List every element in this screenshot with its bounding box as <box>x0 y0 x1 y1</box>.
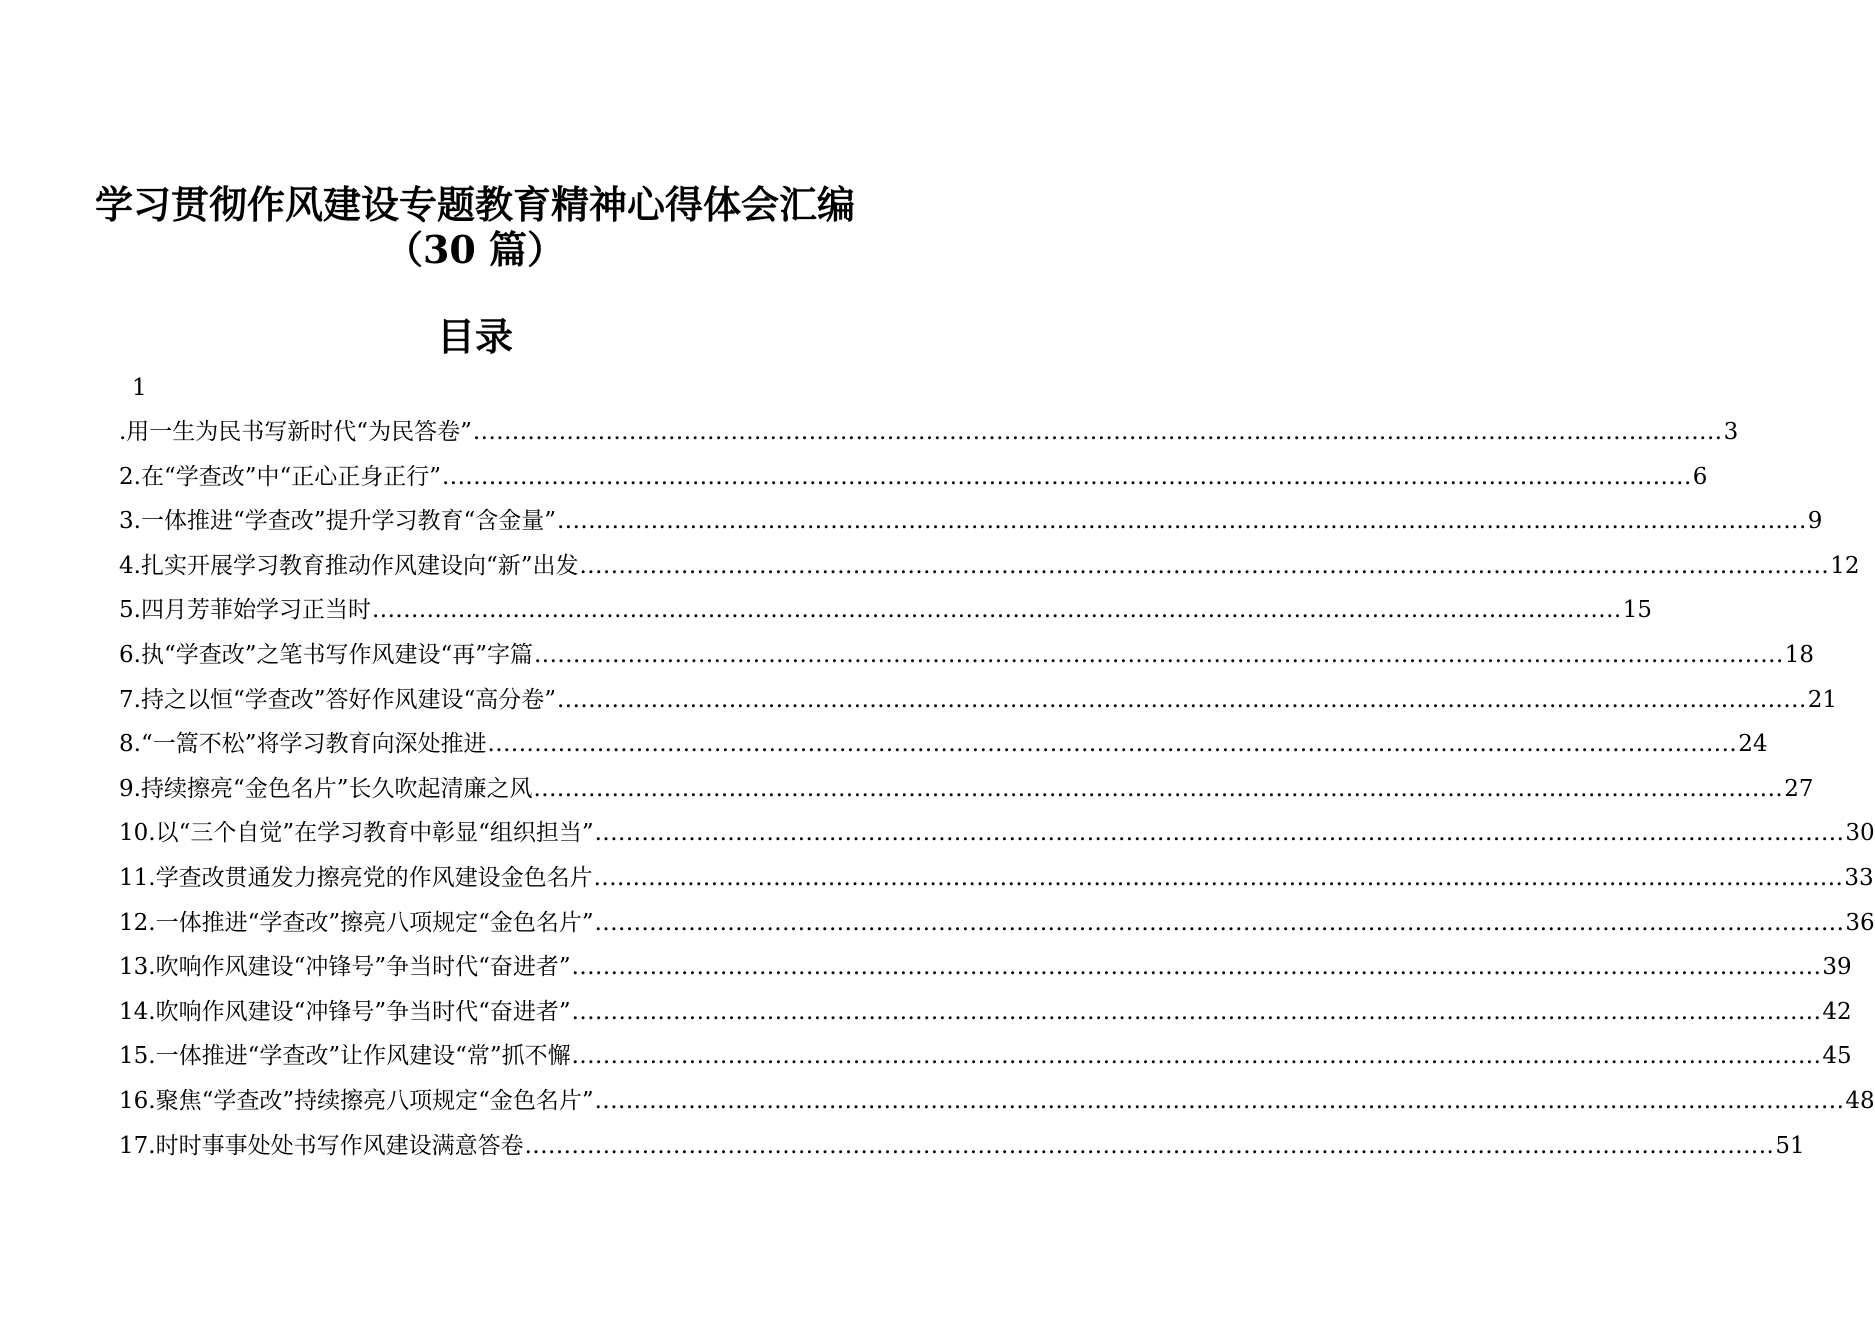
toc-entry-title: 3.一体推进“学查改”提升学习教育“含金量” <box>119 508 556 535</box>
toc-leader-dots <box>525 1128 1775 1164</box>
toc-entry[interactable] <box>119 815 1875 860</box>
toc-leader-dots <box>572 994 1822 1030</box>
table-of-contents <box>119 414 1875 1172</box>
toc-entry[interactable] <box>119 949 1852 994</box>
toc-page-number: 6 <box>1692 463 1708 490</box>
toc-entry[interactable] <box>119 771 1814 816</box>
toc-page-number: 27 <box>1784 775 1814 802</box>
toc-entry-title: .用一生为民书写新时代“为民答卷” <box>119 419 472 445</box>
toc-entry-title: 17.时时事事处处书写作风建设满意答卷 <box>119 1132 524 1159</box>
toc-page-number: 39 <box>1822 954 1852 981</box>
toc-leader-dots <box>534 637 1784 673</box>
toc-leader-dots <box>557 503 1807 539</box>
toc-entry[interactable] <box>119 905 1875 950</box>
toc-entry-title: 2.在“学查改”中“正心正身正行” <box>119 463 441 490</box>
document-title: 学习贯彻作风建设专题教育精神心得体会汇编 <box>94 182 855 227</box>
toc-entry[interactable] <box>119 994 1852 1039</box>
toc-page-number: 30 <box>1845 820 1875 847</box>
toc-entry-title: 6.执“学查改”之笔书写作风建设“再”字篇 <box>119 641 533 668</box>
toc-page-number: 48 <box>1845 1087 1875 1114</box>
toc-entry[interactable] <box>119 726 1768 771</box>
toc-entry-title: 14.吹响作风建设“冲锋号”争当时代“奋进者” <box>119 998 571 1025</box>
toc-entry[interactable] <box>119 414 1739 459</box>
toc-entry-title: 13.吹响作风建设“冲锋号”争当时代“奋进者” <box>119 954 571 981</box>
toc-entry-title: 11.学查改贯通发力擦亮党的作风建设金色名片 <box>119 864 593 891</box>
toc-entry-title: 16.聚焦“学查改”持续擦亮八项规定“金色名片” <box>119 1087 594 1114</box>
toc-entry-title: 9.持续擦亮“金色名片”长久吹起清廉之风 <box>119 775 533 802</box>
toc-leader-dots <box>473 414 1723 450</box>
toc-page-number: 51 <box>1775 1132 1805 1159</box>
toc-entry[interactable] <box>119 860 1874 905</box>
toc-entry-title: 8.“一篙不松”将学习教育向深处推进 <box>119 731 487 758</box>
toc-leader-dots <box>594 860 1844 896</box>
toc-page-number: 24 <box>1738 731 1768 758</box>
toc-page-number: 33 <box>1844 864 1874 891</box>
toc-page-number: 42 <box>1822 998 1852 1025</box>
toc-entry[interactable] <box>119 503 1823 548</box>
toc-entry-title: 12.一体推进“学查改”擦亮八项规定“金色名片” <box>119 909 594 936</box>
toc-leader-dots <box>557 682 1807 718</box>
toc-entry[interactable] <box>119 548 1860 593</box>
toc-entry[interactable] <box>119 459 1708 504</box>
toc-leader-dots <box>595 1083 1845 1119</box>
toc-page-number: 15 <box>1622 597 1652 624</box>
toc-entry[interactable] <box>119 682 1838 727</box>
document-subtitle-count: （30 篇） <box>384 227 566 272</box>
toc-page-number: 21 <box>1807 686 1838 713</box>
toc-leader-dots <box>372 592 1622 628</box>
toc-heading: 目录 <box>436 314 513 359</box>
toc-entry-title: 5.四月芳菲始学习正当时 <box>119 597 371 624</box>
toc-leader-dots <box>487 726 1737 762</box>
toc-leader-dots <box>579 548 1829 584</box>
toc-entry[interactable] <box>119 1083 1875 1128</box>
toc-entry[interactable] <box>119 637 1815 682</box>
toc-entry-title: 15.一体推进“学查改”让作风建设“常”抓不懈 <box>119 1043 571 1070</box>
toc-leader-dots <box>595 905 1845 941</box>
toc-entry-title: 7.持之以恒“学查改”答好作风建设“高分卷” <box>119 686 556 713</box>
toc-entry[interactable] <box>119 1038 1852 1083</box>
toc-page-number: 12 <box>1830 552 1860 579</box>
toc-entry-title: 10.以“三个自觉”在学习教育中彰显“组织担当” <box>119 820 594 847</box>
toc-page-number: 3 <box>1723 419 1739 445</box>
toc-entry[interactable] <box>119 1128 1805 1173</box>
toc-entry[interactable] <box>119 592 1652 637</box>
toc-leader-dots <box>572 949 1822 985</box>
toc-page-number: 18 <box>1784 641 1815 668</box>
toc-page-number: 45 <box>1822 1043 1852 1070</box>
toc-leader-dots <box>533 771 1783 807</box>
toc-leader-dots <box>595 815 1845 851</box>
toc-leader-dots <box>442 459 1692 495</box>
toc-entry-title: 4.扎实开展学习教育推动作风建设向“新”出发 <box>119 552 579 579</box>
toc-page-number: 9 <box>1807 508 1823 535</box>
toc-leader-dots <box>572 1038 1822 1074</box>
toc-stray-number: 1 <box>132 375 147 401</box>
toc-page-number: 36 <box>1845 909 1875 936</box>
